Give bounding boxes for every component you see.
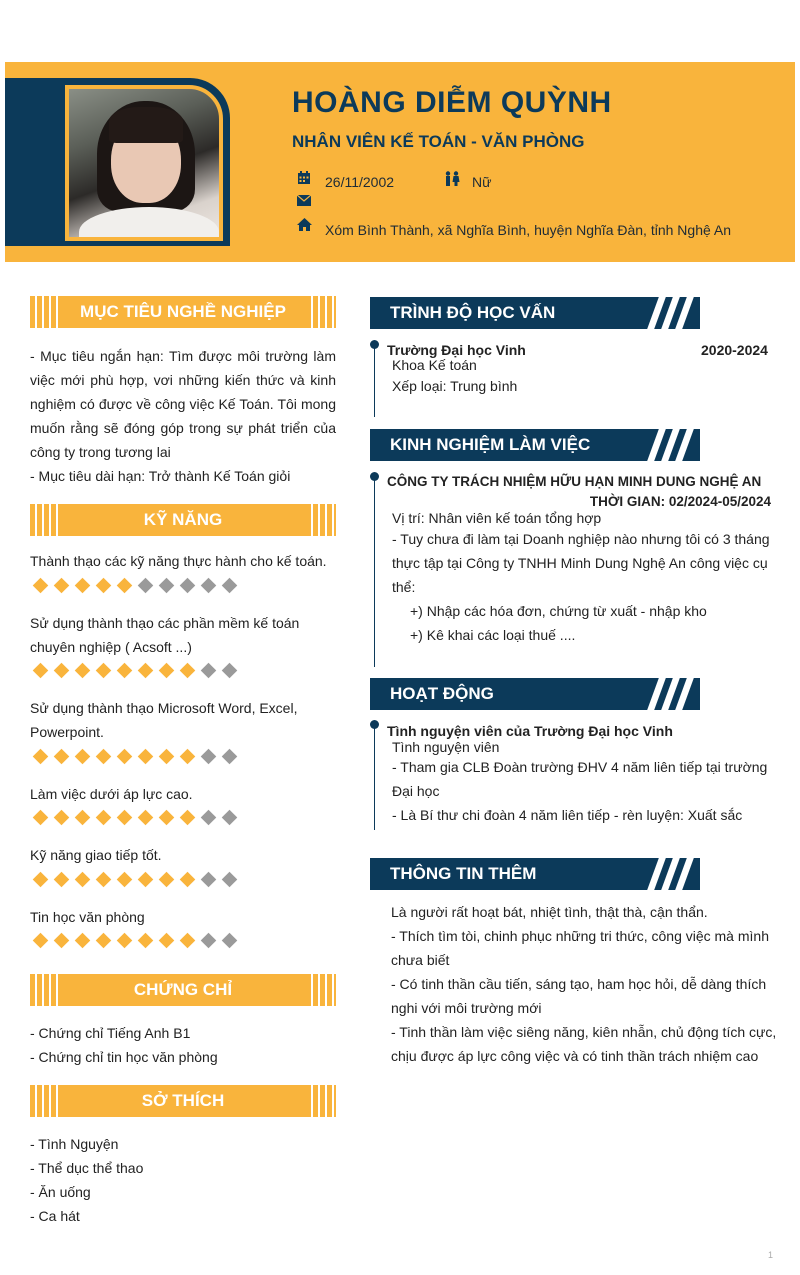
activities-item: - Tham gia CLB Đoàn trường ĐHV 4 năm liên tiếp tại trường Đại học: [392, 759, 768, 799]
extra-info-title: THÔNG TIN THÊM: [390, 864, 537, 883]
hobby-item: - Ăn uống: [30, 1184, 91, 1200]
diamond-filled: [156, 870, 177, 890]
diamond-filled: [72, 870, 93, 890]
diamond-filled: [135, 931, 156, 951]
diamond-filled: [93, 747, 114, 767]
diamond-empty: [219, 931, 240, 951]
diamond-filled: [51, 931, 72, 951]
activities-title: HOẠT ĐỘNG: [390, 684, 494, 703]
diamond-filled: [93, 576, 114, 596]
experience-position: Vị trí: Nhân viên kế toán tổng hợp: [392, 510, 602, 526]
skill-label: Làm việc dưới áp lực cao.: [30, 786, 193, 802]
birthday: 26/11/2002: [325, 174, 395, 190]
diamond-empty: [198, 576, 219, 596]
job-title: NHÂN VIÊN KẾ TOÁN - VĂN PHÒNG: [292, 132, 585, 151]
diamond-filled: [72, 661, 93, 681]
skill-rating: [30, 870, 240, 890]
diamond-empty: [198, 808, 219, 828]
experience-period: THỜI GIAN: 02/2024-05/2024: [589, 494, 771, 509]
page-number: 1: [768, 1250, 774, 1260]
experience-title: KINH NGHIỆM LÀM VIỆC: [390, 435, 591, 454]
education-period: 2020-2024: [701, 342, 768, 358]
objective-header: [30, 296, 336, 328]
activities-header: [370, 678, 700, 710]
diamond-filled: [177, 870, 198, 890]
timeline-line: [374, 477, 375, 667]
certificates-title: CHỨNG CHỈ: [133, 980, 233, 999]
hobbies-title: SỞ THÍCH: [141, 1091, 225, 1110]
profile-photo: [65, 85, 223, 241]
diamond-filled: [51, 870, 72, 890]
education-school: Trường Đại học Vinh: [387, 342, 526, 358]
skill-label: Sử dụng thành thạo các phần mềm kế toán chuyên nghiệp ( Acsoft ...): [30, 615, 300, 655]
diamond-empty: [198, 661, 219, 681]
skill-label: Tin học văn phòng: [30, 909, 145, 925]
diamond-filled: [177, 661, 198, 681]
diamond-filled: [114, 747, 135, 767]
diamond-empty: [135, 576, 156, 596]
extra-info-line: - Có tinh thần cầu tiến, sáng tạo, ham học hỏi, dễ dàng thích nghi với môi trường mới: [391, 976, 767, 1016]
skill-rating: [30, 747, 240, 767]
diamond-empty: [198, 931, 219, 951]
skill-rating: [30, 931, 240, 951]
diamond-empty: [219, 747, 240, 767]
candidate-name: HOÀNG DIỄM QUỲNH: [292, 86, 612, 119]
activities-organization: Tình nguyện viên của Trường Đại học Vinh: [387, 723, 673, 739]
diamond-empty: [219, 870, 240, 890]
diamond-filled: [72, 808, 93, 828]
skill-rating: [30, 808, 240, 828]
diamond-filled: [156, 808, 177, 828]
diamond-filled: [135, 870, 156, 890]
envelope-icon: [297, 193, 311, 209]
skill-label: Thành thạo các kỹ năng thực hành cho kế toán.: [30, 553, 327, 569]
skill-rating: [30, 661, 240, 681]
objective-short-term: - Mục tiêu ngắn hạn: Tìm được môi trường làm việc mới phù hợp, vơi những kiến thức và kinh nghiệm có được về công việc Kế Toán. Tôi mong muốn rằng sẽ đóng góp trong sự phát triển của công ty trong tương lai: [30, 348, 336, 460]
skill-label: Kỹ năng giao tiếp tốt.: [30, 847, 162, 863]
hobby-item: - Thể dục thể thao: [30, 1160, 144, 1176]
diamond-filled: [51, 747, 72, 767]
extra-info-line: Là người rất hoạt bát, nhiệt tình, thật thà, cận thẩn.: [391, 904, 708, 920]
hobbies-header: [30, 1085, 336, 1117]
diamond-empty: [219, 576, 240, 596]
diamond-filled: [114, 808, 135, 828]
diamond-filled: [156, 931, 177, 951]
extra-info-header: [370, 858, 700, 890]
diamond-filled: [93, 661, 114, 681]
diamond-filled: [114, 931, 135, 951]
education-header: [370, 297, 700, 329]
diamond-filled: [51, 808, 72, 828]
diamond-filled: [93, 931, 114, 951]
people-icon: [444, 171, 460, 189]
diamond-filled: [30, 747, 51, 767]
diamond-filled: [114, 576, 135, 596]
diamond-filled: [30, 576, 51, 596]
gender: Nữ: [472, 174, 492, 190]
activities-role: Tình nguyện viên: [392, 739, 500, 755]
diamond-empty: [198, 870, 219, 890]
hobby-item: - Tình Nguyện: [30, 1136, 119, 1152]
diamond-filled: [93, 870, 114, 890]
diamond-empty: [219, 661, 240, 681]
experience-task: +) Kê khai các loại thuế ....: [410, 627, 576, 643]
timeline-line: [374, 345, 375, 417]
education-faculty: Khoa Kế toán: [392, 357, 477, 373]
diamond-filled: [30, 808, 51, 828]
diamond-filled: [114, 661, 135, 681]
diamond-filled: [72, 576, 93, 596]
skill-label: Sử dụng thành thạo Microsoft Word, Excel, Powerpoint.: [30, 700, 298, 740]
diamond-filled: [135, 747, 156, 767]
experience-company: CÔNG TY TRÁCH NHIỆM HỮU HẠN MINH DUNG NGHỆ AN: [387, 474, 762, 489]
diamond-empty: [156, 576, 177, 596]
skills-title: KỸ NĂNG: [143, 510, 223, 529]
diamond-filled: [72, 931, 93, 951]
diamond-filled: [72, 747, 93, 767]
diamond-filled: [156, 661, 177, 681]
certificate-item: - Chứng chỉ tin học văn phòng: [30, 1049, 218, 1065]
education-title: TRÌNH ĐỘ HỌC VẤN: [390, 303, 556, 322]
experience-task: +) Nhập các hóa đơn, chứng từ xuất - nhập kho: [410, 603, 707, 619]
certificates-header: [30, 974, 336, 1006]
experience-header: [370, 429, 700, 461]
extra-info-line: - Tinh thần làm việc siêng năng, kiên nhẫn, chủ động tích cực, chịu được áp lực công việc và có tinh thần trách nhiệm cao: [391, 1024, 777, 1064]
objective-long-term: - Mục tiêu dài hạn: Trở thành Kế Toán giỏi: [30, 468, 291, 484]
education-grade: Xếp loại: Trung bình: [392, 378, 518, 394]
activities-item: - Là Bí thư chi đoàn 4 năm liên tiếp - rèn luyện: Xuất sắc: [392, 807, 743, 823]
home-icon: [297, 218, 312, 234]
photo-frame: [5, 78, 65, 246]
skill-rating: [30, 576, 240, 596]
diamond-filled: [30, 931, 51, 951]
diamond-filled: [177, 931, 198, 951]
diamond-empty: [219, 808, 240, 828]
diamond-filled: [114, 870, 135, 890]
objective-title: MỤC TIÊU NGHỀ NGHIỆP: [80, 302, 286, 321]
hobby-item: - Ca hát: [30, 1208, 80, 1224]
extra-info-line: - Thích tìm tòi, chinh phục những tri thức, công việc mà mình chưa biết: [391, 928, 769, 968]
diamond-filled: [51, 661, 72, 681]
address: Xóm Bình Thành, xã Nghĩa Bình, huyện Nghĩa Đàn, tỉnh Nghệ An: [325, 222, 732, 238]
diamond-filled: [51, 576, 72, 596]
certificate-item: - Chứng chỉ Tiếng Anh B1: [30, 1025, 191, 1041]
experience-description: - Tuy chưa đi làm tại Doanh nghiệp nào nhưng tôi có 3 tháng thực tập tại Công ty TNHH Minh Dung Nghệ An công việc cụ thể:: [392, 531, 770, 595]
diamond-filled: [177, 747, 198, 767]
diamond-filled: [93, 808, 114, 828]
diamond-filled: [30, 661, 51, 681]
diamond-empty: [177, 576, 198, 596]
diamond-filled: [156, 747, 177, 767]
timeline-line: [374, 725, 375, 830]
diamond-filled: [135, 808, 156, 828]
diamond-filled: [30, 870, 51, 890]
diamond-empty: [198, 747, 219, 767]
diamond-filled: [135, 661, 156, 681]
skills-header: [30, 504, 336, 536]
diamond-filled: [177, 808, 198, 828]
calendar-icon: [297, 171, 311, 188]
